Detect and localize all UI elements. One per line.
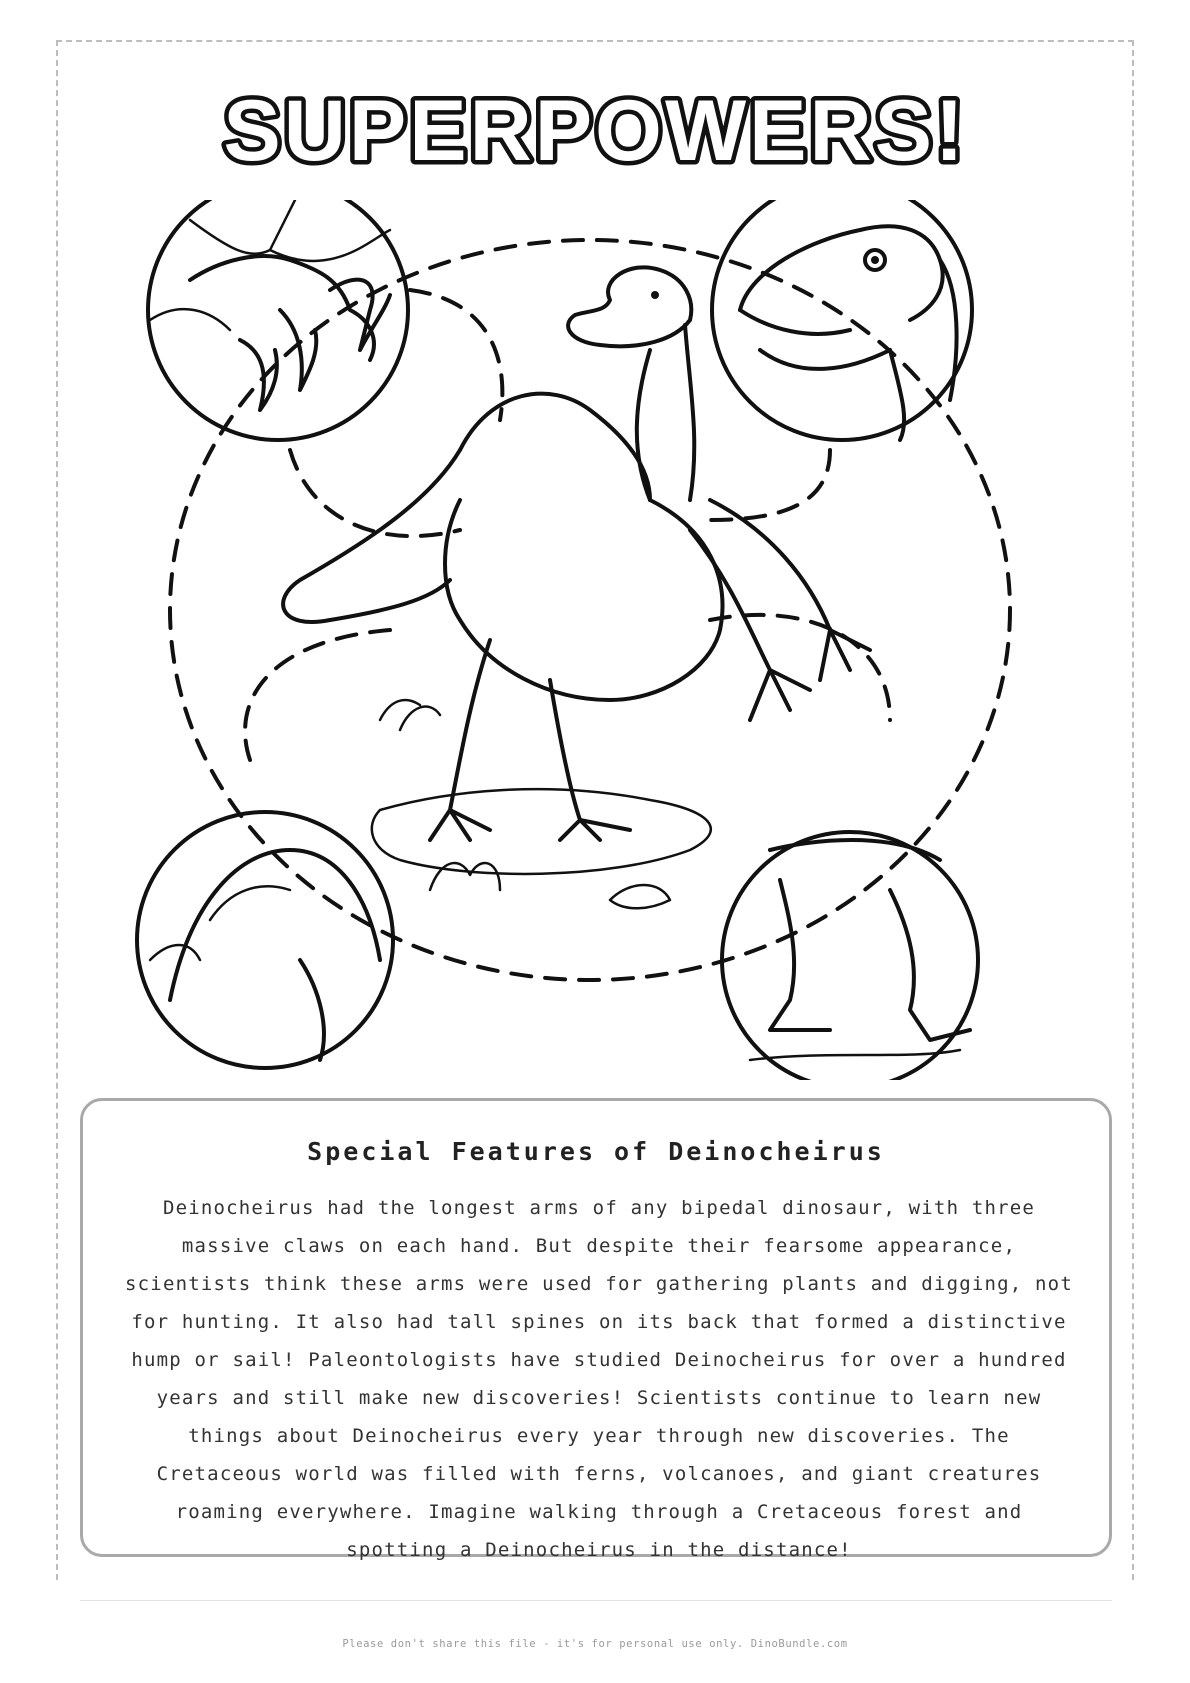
claw-detail-circle	[148, 200, 408, 440]
footer-notice: Please don't share this file - it's for personal use only. DinoBundle.com	[342, 1638, 848, 1650]
dashed-connector-back	[290, 450, 460, 536]
dinosaur-illustration	[130, 200, 1060, 1080]
info-box	[80, 1098, 1112, 1561]
info-body-text: Deinocheirus had the longest arms of any bipedal dinosaur, with three massive claws on each hand. But despite their fearsome appearance, scientists think these arms were used for gathering plants and digging, not for hunting. It also had tall spines on its back that formed a distinctive hump or sail! Paleontologists have studied Deinocheirus for over a hundred years and still make new discoveries! Scientists continue to learn new things about Deinocheirus every year through new discoveries. The Cretaceous world was filled with ferns, volcanoes, and giant creatures roaming everywhere. Imagine walking through a Cretaceous forest and spotting a Deinocheirus in the distance!	[125, 1197, 1073, 1561]
dashed-connector-claw	[410, 290, 502, 420]
dashed-connector-legs	[710, 615, 890, 720]
footer-divider	[80, 1600, 1112, 1601]
page-title	[0, 80, 1190, 190]
head-detail-circle	[712, 200, 972, 440]
title-text: SUPERPOWERS!	[223, 83, 967, 179]
title-outline-svg	[0, 80, 1190, 190]
dashed-connector-left	[245, 630, 390, 760]
hump-detail-circle	[137, 812, 393, 1068]
coloring-artwork	[130, 200, 1060, 1080]
legs-detail-circle	[722, 832, 978, 1080]
info-heading: Special Features of Deinocheirus	[307, 1137, 885, 1166]
